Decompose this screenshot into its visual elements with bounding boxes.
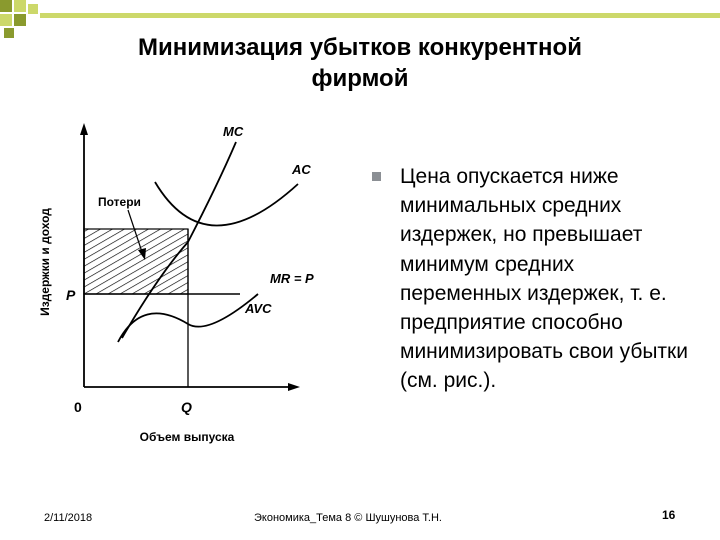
avc-label: AVC <box>245 301 272 316</box>
slide-title <box>60 32 660 94</box>
corner-square-dark <box>4 28 14 38</box>
bullet-list <box>372 162 692 396</box>
quantity-label: Q <box>181 399 192 415</box>
ac-curve <box>155 182 298 226</box>
page-number: 16 <box>662 508 676 522</box>
footer-date: 2/11/2018 <box>44 512 93 524</box>
price-label: P <box>66 287 76 303</box>
title-line-1: Минимизация убытков конкурентной <box>138 34 582 61</box>
decorative-corner-squares <box>0 0 64 40</box>
bullet-text: Цена опускается ниже минимальных средних издержек, но превышает минимум средних переменных издержек, т. е. предприятие способно минимизировать свои убытки (см. рис.). <box>400 165 688 393</box>
footer-credit: Экономика_Тема 8 © Шушунова Т.Н. <box>254 512 442 524</box>
corner-square-light <box>28 4 38 14</box>
mc-label: MC <box>223 124 244 139</box>
accent-bar <box>40 13 720 18</box>
x-axis-arrow <box>288 383 300 391</box>
corner-square-light <box>14 0 26 12</box>
corner-square-dark <box>14 14 26 26</box>
title-line-2: фирмой <box>311 65 409 92</box>
y-axis-label: Издержки и доход <box>38 208 52 316</box>
mr-label: MR = P <box>270 271 314 286</box>
corner-square-light <box>0 14 12 26</box>
x-axis-label: Объем выпуска <box>139 430 235 444</box>
loss-minimization-diagram <box>30 110 360 450</box>
origin-label: 0 <box>74 399 82 415</box>
square-bullet-icon <box>372 172 381 181</box>
y-axis-arrow <box>80 123 88 135</box>
loss-label: Потери <box>98 195 141 209</box>
ac-label: AC <box>292 162 311 177</box>
corner-square-dark <box>0 0 12 12</box>
bullet-item <box>372 162 692 396</box>
